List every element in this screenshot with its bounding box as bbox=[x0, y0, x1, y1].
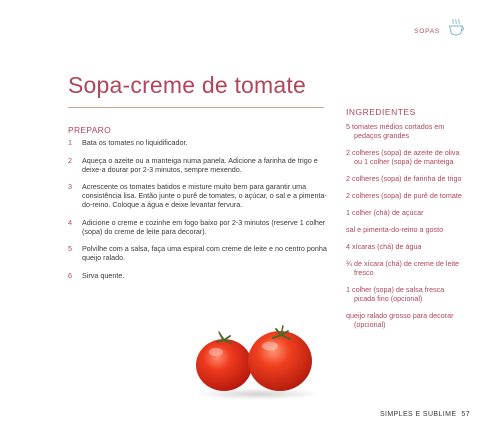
step-number: 3 bbox=[68, 182, 72, 191]
step-text: Bata os tomates no liquidificador. bbox=[82, 138, 188, 147]
step-item bbox=[68, 182, 336, 209]
page-number: 57 bbox=[461, 411, 470, 418]
ingredient-item: 1 colher (chá) de açúcar bbox=[346, 208, 424, 217]
tomato-left bbox=[196, 332, 252, 391]
step-number: 2 bbox=[68, 155, 72, 165]
tomatoes-photo bbox=[186, 320, 326, 400]
recipe-title: Sopa-creme de tomate bbox=[68, 72, 306, 98]
ingredient-item: 5 tomates médios cortados em pedaços grandes bbox=[346, 122, 445, 140]
book-title: SIMPLES E SUBLIME bbox=[379, 411, 457, 418]
soup-cup-icon bbox=[448, 18, 464, 36]
ingredient-item: 1 colher (sopa) de salsa fresca picada fino (opcional) bbox=[346, 285, 445, 303]
ingredient-item: ¾ de xícara (chá) de creme de leite fresco bbox=[346, 259, 460, 277]
ingredient-item: 2 colheres (sopa) de azeite de oliva ou 1 colher (sopa) de manteiga bbox=[346, 148, 460, 166]
tomato-right bbox=[248, 326, 312, 391]
ingredient-item: 4 xícaras (chá) de água bbox=[346, 242, 422, 251]
step-item bbox=[68, 218, 336, 236]
step-number: 1 bbox=[68, 138, 72, 147]
ingredient-item: 2 colheres (sopa) de farinha de trigo bbox=[346, 174, 462, 183]
step-text: Aqueça o azeite ou a manteiga numa panela. Adicione a farinha de trigo e deixe-a dourar por 2-3 minutos, sempre mexendo. bbox=[82, 155, 318, 174]
tomato-shadow bbox=[196, 388, 320, 400]
section-tag: SOPAS bbox=[414, 28, 440, 35]
step-item bbox=[68, 156, 336, 174]
step-number: 4 bbox=[68, 217, 72, 227]
step-number: 6 bbox=[68, 270, 72, 280]
step-item bbox=[68, 244, 336, 262]
step-text: Acrescente os tomates batidos e misture muito bem para garantir uma consistência lisa. Então junte o purê de tomates, o açúcar, o sal e a pimenta-do-reino. Coloque a água e deixe levantar fervura. bbox=[82, 182, 327, 209]
ingredients-heading: INGREDIENTES bbox=[346, 107, 416, 117]
step-item bbox=[68, 138, 336, 147]
step-item bbox=[68, 271, 336, 280]
title-divider bbox=[68, 107, 324, 108]
ingredient-item: sal e pimenta-do-reino a gosto bbox=[346, 225, 444, 234]
page-footer bbox=[380, 411, 470, 418]
ingredient-item: queijo ralado grosso para decorar (opcional) bbox=[346, 311, 454, 329]
step-number: 5 bbox=[68, 244, 72, 253]
step-text: Adicione o creme e cozinhe em fogo baixo por 2-3 minutos (reserve 1 colher (sopa) do creme de leite para decorar). bbox=[82, 217, 326, 236]
ingredients-list bbox=[346, 122, 462, 337]
step-text: Polvilhe com a salsa, faça uma espiral com creme de leite e no centro ponha queijo ralado. bbox=[82, 244, 327, 262]
preparation-heading: PREPARO bbox=[68, 125, 112, 135]
step-text: Sirva quente. bbox=[82, 270, 125, 280]
ingredient-item: 2 colheres (sopa) de purê de tomate bbox=[346, 191, 462, 200]
preparation-steps bbox=[68, 138, 336, 288]
